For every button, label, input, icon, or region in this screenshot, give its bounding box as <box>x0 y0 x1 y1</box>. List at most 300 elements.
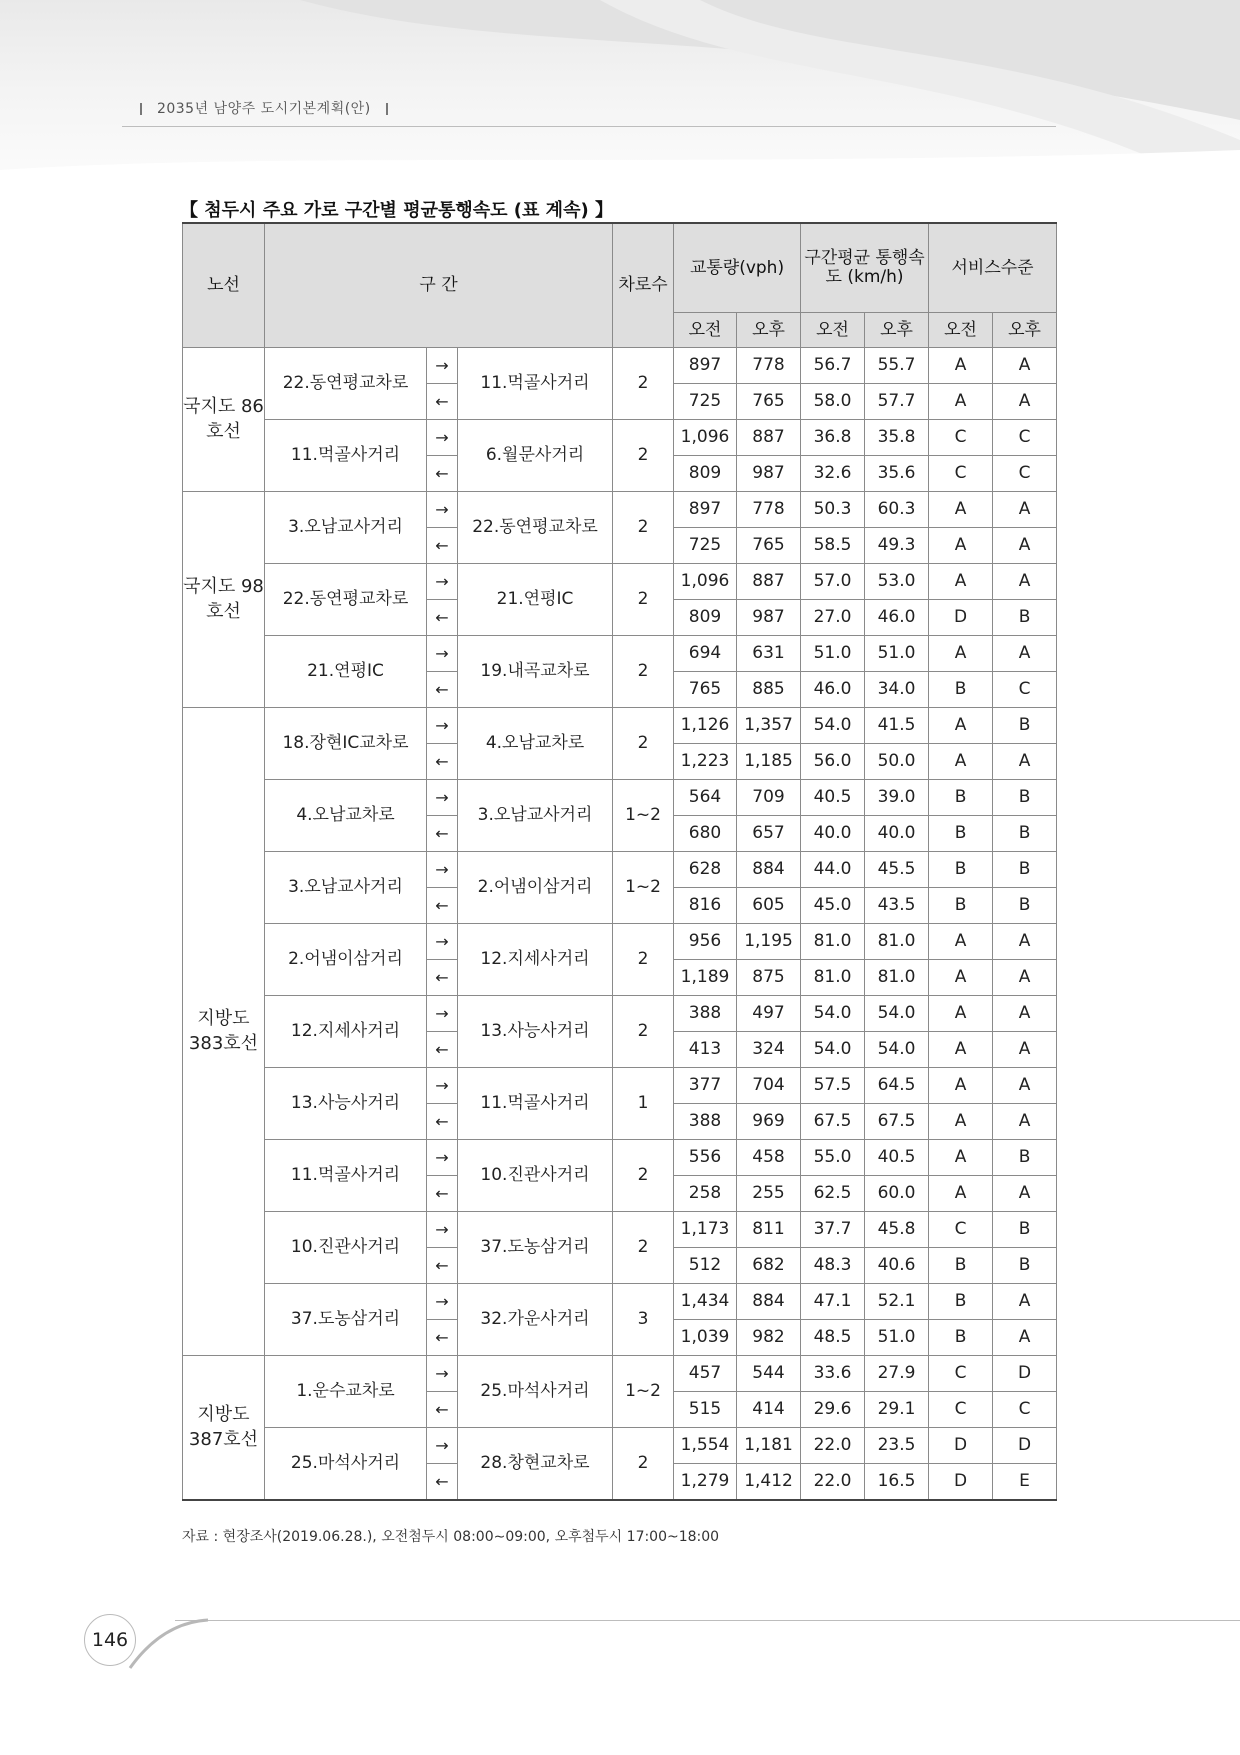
cell-los-pm: B <box>993 1212 1057 1248</box>
cell-speed-pm: 51.0 <box>865 636 929 672</box>
table-row <box>183 348 1057 384</box>
lane-count: 1~2 <box>613 1356 674 1428</box>
cell-volume-am: 1,096 <box>674 420 737 456</box>
cell-los-pm: B <box>993 852 1057 888</box>
cell-volume-pm: 765 <box>737 528 801 564</box>
arrow-right-icon: → <box>427 924 458 960</box>
section-to: 13.사능사거리 <box>458 996 613 1068</box>
cell-volume-pm: 884 <box>737 1284 801 1320</box>
cell-speed-am: 29.6 <box>801 1392 865 1428</box>
cell-speed-am: 22.0 <box>801 1464 865 1501</box>
section-to: 2.어냄이삼거리 <box>458 852 613 924</box>
cell-speed-am: 40.5 <box>801 780 865 816</box>
lane-count: 2 <box>613 1140 674 1212</box>
source-note: 자료 : 현장조사(2019.06.28.), 오전첨두시 08:00∼09:00, 오후첨두시 17:00~18:00 <box>182 1529 720 1545</box>
cell-speed-pm: 60.0 <box>865 1176 929 1212</box>
cell-volume-am: 956 <box>674 924 737 960</box>
route-name: 국지도 86호선 <box>183 348 265 492</box>
cell-speed-am: 22.0 <box>801 1428 865 1464</box>
header-volume: 교통량(vph) <box>674 223 801 313</box>
arrow-left-icon: ← <box>427 528 458 564</box>
arrow-right-icon: → <box>427 1068 458 1104</box>
section-to: 3.오남교사거리 <box>458 780 613 852</box>
cell-los-am: B <box>929 888 993 924</box>
section-from: 22.동연평교차로 <box>265 348 427 420</box>
cell-los-pm: A <box>993 744 1057 780</box>
cell-speed-pm: 50.0 <box>865 744 929 780</box>
cell-volume-am: 377 <box>674 1068 737 1104</box>
cell-volume-pm: 987 <box>737 600 801 636</box>
cell-speed-am: 27.0 <box>801 600 865 636</box>
cell-speed-am: 32.6 <box>801 456 865 492</box>
footer-rule <box>175 1620 1240 1621</box>
cell-los-pm: A <box>993 996 1057 1032</box>
cell-volume-am: 413 <box>674 1032 737 1068</box>
cell-los-pm: A <box>993 348 1057 384</box>
cell-speed-am: 50.3 <box>801 492 865 528</box>
cell-volume-am: 897 <box>674 348 737 384</box>
cell-los-pm: C <box>993 672 1057 708</box>
arrow-left-icon: ← <box>427 816 458 852</box>
cell-los-pm: B <box>993 1248 1057 1284</box>
cell-speed-am: 54.0 <box>801 996 865 1032</box>
cell-volume-am: 512 <box>674 1248 737 1284</box>
section-from: 3.오남교사거리 <box>265 852 427 924</box>
arrow-left-icon: ← <box>427 960 458 996</box>
cell-speed-pm: 35.6 <box>865 456 929 492</box>
lane-count: 2 <box>613 996 674 1068</box>
cell-speed-am: 67.5 <box>801 1104 865 1140</box>
table-row <box>183 636 1057 672</box>
cell-speed-am: 37.7 <box>801 1212 865 1248</box>
section-from: 37.도농삼거리 <box>265 1284 427 1356</box>
cell-volume-am: 628 <box>674 852 737 888</box>
cell-volume-pm: 1,195 <box>737 924 801 960</box>
section-from: 11.먹골사거리 <box>265 420 427 492</box>
arrow-right-icon: → <box>427 1212 458 1248</box>
section-to: 12.지세사거리 <box>458 924 613 996</box>
cell-los-pm: B <box>993 888 1057 924</box>
section-from: 22.동연평교차로 <box>265 564 427 636</box>
cell-volume-pm: 631 <box>737 636 801 672</box>
cell-los-pm: A <box>993 636 1057 672</box>
cell-volume-am: 1,039 <box>674 1320 737 1356</box>
cell-volume-am: 897 <box>674 492 737 528</box>
cell-speed-am: 36.8 <box>801 420 865 456</box>
cell-los-am: C <box>929 420 993 456</box>
cell-volume-pm: 765 <box>737 384 801 420</box>
cell-speed-pm: 27.9 <box>865 1356 929 1392</box>
cell-volume-am: 556 <box>674 1140 737 1176</box>
lane-count: 2 <box>613 420 674 492</box>
header-los: 서비스수준 <box>929 223 1057 313</box>
cell-speed-am: 58.0 <box>801 384 865 420</box>
lane-count: 3 <box>613 1284 674 1356</box>
lane-count: 1 <box>613 1068 674 1140</box>
arrow-left-icon: ← <box>427 456 458 492</box>
cell-volume-am: 1,189 <box>674 960 737 996</box>
cell-los-pm: A <box>993 492 1057 528</box>
cell-speed-am: 55.0 <box>801 1140 865 1176</box>
cell-speed-am: 57.0 <box>801 564 865 600</box>
arrow-right-icon: → <box>427 1428 458 1464</box>
arrow-right-icon: → <box>427 348 458 384</box>
cell-volume-am: 1,434 <box>674 1284 737 1320</box>
cell-speed-pm: 45.5 <box>865 852 929 888</box>
cell-volume-am: 809 <box>674 456 737 492</box>
table-row <box>183 780 1057 816</box>
cell-volume-pm: 887 <box>737 420 801 456</box>
cell-los-pm: A <box>993 1284 1057 1320</box>
section-to: 11.먹골사거리 <box>458 1068 613 1140</box>
cell-los-am: B <box>929 852 993 888</box>
cell-speed-pm: 40.5 <box>865 1140 929 1176</box>
cell-speed-pm: 23.5 <box>865 1428 929 1464</box>
cell-speed-am: 45.0 <box>801 888 865 924</box>
section-to: 11.먹골사거리 <box>458 348 613 420</box>
section-to: 10.진관사거리 <box>458 1140 613 1212</box>
cell-los-am: A <box>929 924 993 960</box>
cell-speed-am: 58.5 <box>801 528 865 564</box>
cell-speed-pm: 34.0 <box>865 672 929 708</box>
table-row <box>183 996 1057 1032</box>
cell-speed-pm: 45.8 <box>865 1212 929 1248</box>
cell-speed-am: 48.5 <box>801 1320 865 1356</box>
cell-los-pm: A <box>993 1068 1057 1104</box>
cell-los-am: C <box>929 1212 993 1248</box>
section-to: 25.마석사거리 <box>458 1356 613 1428</box>
cell-volume-pm: 1,357 <box>737 708 801 744</box>
cell-volume-pm: 458 <box>737 1140 801 1176</box>
cell-speed-am: 51.0 <box>801 636 865 672</box>
cell-los-am: D <box>929 1428 993 1464</box>
cell-volume-am: 1,173 <box>674 1212 737 1248</box>
arrow-left-icon: ← <box>427 1248 458 1284</box>
table-row <box>183 1140 1057 1176</box>
cell-los-pm: B <box>993 708 1057 744</box>
cell-speed-pm: 52.1 <box>865 1284 929 1320</box>
cell-speed-pm: 40.0 <box>865 816 929 852</box>
header-volume-pm: 오후 <box>737 313 801 348</box>
arrow-right-icon: → <box>427 996 458 1032</box>
lane-count: 2 <box>613 924 674 996</box>
cell-speed-am: 44.0 <box>801 852 865 888</box>
cell-los-am: B <box>929 672 993 708</box>
section-from: 18.장현IC교차로 <box>265 708 427 780</box>
section-from: 11.먹골사거리 <box>265 1140 427 1212</box>
cell-speed-pm: 54.0 <box>865 1032 929 1068</box>
section-to: 6.월문사거리 <box>458 420 613 492</box>
arrow-right-icon: → <box>427 492 458 528</box>
cell-volume-pm: 884 <box>737 852 801 888</box>
cell-los-am: C <box>929 1356 993 1392</box>
cell-volume-am: 765 <box>674 672 737 708</box>
page-number: 146 <box>84 1614 136 1666</box>
header-bar-left <box>140 103 142 115</box>
section-from: 10.진관사거리 <box>265 1212 427 1284</box>
section-from: 25.마석사거리 <box>265 1428 427 1501</box>
section-to: 37.도농삼거리 <box>458 1212 613 1284</box>
cell-los-am: A <box>929 996 993 1032</box>
arrow-left-icon: ← <box>427 1392 458 1428</box>
table-row <box>183 1212 1057 1248</box>
cell-volume-am: 809 <box>674 600 737 636</box>
cell-volume-pm: 1,185 <box>737 744 801 780</box>
cell-speed-am: 48.3 <box>801 1248 865 1284</box>
cell-volume-pm: 657 <box>737 816 801 852</box>
header-volume-am: 오전 <box>674 313 737 348</box>
cell-speed-am: 62.5 <box>801 1176 865 1212</box>
cell-los-am: A <box>929 708 993 744</box>
cell-speed-pm: 64.5 <box>865 1068 929 1104</box>
cell-volume-am: 725 <box>674 528 737 564</box>
lane-count: 1~2 <box>613 780 674 852</box>
header-speed: 구간평균 통행속도 (km/h) <box>801 223 929 313</box>
cell-speed-am: 57.5 <box>801 1068 865 1104</box>
header-los-pm: 오후 <box>993 313 1057 348</box>
cell-speed-pm: 29.1 <box>865 1392 929 1428</box>
cell-speed-pm: 40.6 <box>865 1248 929 1284</box>
table-body <box>183 348 1057 1501</box>
cell-los-am: A <box>929 1068 993 1104</box>
cell-volume-am: 258 <box>674 1176 737 1212</box>
lane-count: 2 <box>613 708 674 780</box>
cell-los-pm: A <box>993 1032 1057 1068</box>
lane-count: 2 <box>613 492 674 564</box>
header-speed-am: 오전 <box>801 313 865 348</box>
table-title: 【 첨두시 주요 가로 구간별 평균통행속도 (표 계속) 】 <box>180 200 613 221</box>
table-row <box>183 420 1057 456</box>
arrow-left-icon: ← <box>427 744 458 780</box>
route-name: 국지도 98호선 <box>183 492 265 708</box>
section-from: 13.사능사거리 <box>265 1068 427 1140</box>
cell-speed-pm: 57.7 <box>865 384 929 420</box>
cell-speed-pm: 39.0 <box>865 780 929 816</box>
table-row <box>183 924 1057 960</box>
cell-los-pm: A <box>993 528 1057 564</box>
cell-volume-pm: 969 <box>737 1104 801 1140</box>
cell-speed-am: 33.6 <box>801 1356 865 1392</box>
cell-volume-am: 388 <box>674 996 737 1032</box>
cell-volume-pm: 1,412 <box>737 1464 801 1501</box>
arrow-left-icon: ← <box>427 1320 458 1356</box>
cell-speed-pm: 49.3 <box>865 528 929 564</box>
cell-volume-am: 388 <box>674 1104 737 1140</box>
section-to: 19.내곡교차로 <box>458 636 613 708</box>
cell-los-am: A <box>929 1104 993 1140</box>
arrow-left-icon: ← <box>427 384 458 420</box>
cell-los-pm: B <box>993 1140 1057 1176</box>
arrow-right-icon: → <box>427 564 458 600</box>
section-from: 3.오남교사거리 <box>265 492 427 564</box>
section-to: 28.창현교차로 <box>458 1428 613 1501</box>
cell-los-pm: A <box>993 924 1057 960</box>
cell-los-pm: A <box>993 1320 1057 1356</box>
cell-speed-am: 81.0 <box>801 960 865 996</box>
header-los-am: 오전 <box>929 313 993 348</box>
cell-volume-am: 725 <box>674 384 737 420</box>
cell-los-pm: A <box>993 1176 1057 1212</box>
cell-speed-pm: 54.0 <box>865 996 929 1032</box>
route-name: 지방도 387호선 <box>183 1356 265 1501</box>
cell-speed-am: 54.0 <box>801 708 865 744</box>
arrow-right-icon: → <box>427 852 458 888</box>
lane-count: 2 <box>613 1428 674 1501</box>
section-from: 2.어냄이삼거리 <box>265 924 427 996</box>
cell-volume-am: 1,096 <box>674 564 737 600</box>
cell-los-am: A <box>929 348 993 384</box>
cell-volume-pm: 987 <box>737 456 801 492</box>
cell-volume-am: 457 <box>674 1356 737 1392</box>
table-row <box>183 1284 1057 1320</box>
table-row <box>183 492 1057 528</box>
cell-volume-am: 515 <box>674 1392 737 1428</box>
cell-volume-pm: 605 <box>737 888 801 924</box>
cell-volume-pm: 811 <box>737 1212 801 1248</box>
section-to: 32.가운사거리 <box>458 1284 613 1356</box>
table-row <box>183 1068 1057 1104</box>
section-to: 22.동연평교차로 <box>458 492 613 564</box>
cell-speed-pm: 51.0 <box>865 1320 929 1356</box>
lane-count: 2 <box>613 636 674 708</box>
cell-volume-pm: 544 <box>737 1356 801 1392</box>
cell-los-am: A <box>929 1176 993 1212</box>
arrow-right-icon: → <box>427 636 458 672</box>
cell-los-pm: B <box>993 780 1057 816</box>
table-row <box>183 1428 1057 1464</box>
cell-volume-pm: 704 <box>737 1068 801 1104</box>
cell-speed-am: 56.0 <box>801 744 865 780</box>
lane-count: 2 <box>613 564 674 636</box>
cell-speed-pm: 81.0 <box>865 960 929 996</box>
cell-los-am: A <box>929 1140 993 1176</box>
cell-volume-pm: 324 <box>737 1032 801 1068</box>
header-route: 노선 <box>183 223 265 348</box>
arrow-right-icon: → <box>427 1356 458 1392</box>
cell-los-am: D <box>929 1464 993 1501</box>
cell-volume-pm: 414 <box>737 1392 801 1428</box>
cell-speed-am: 47.1 <box>801 1284 865 1320</box>
cell-los-am: C <box>929 456 993 492</box>
cell-volume-pm: 982 <box>737 1320 801 1356</box>
arrow-left-icon: ← <box>427 1032 458 1068</box>
cell-los-am: B <box>929 1320 993 1356</box>
arrow-right-icon: → <box>427 420 458 456</box>
cell-speed-pm: 43.5 <box>865 888 929 924</box>
cell-speed-pm: 55.7 <box>865 348 929 384</box>
cell-los-am: A <box>929 528 993 564</box>
header-section: 구 간 <box>265 223 613 348</box>
running-header <box>130 98 398 118</box>
cell-volume-pm: 885 <box>737 672 801 708</box>
table-row <box>183 852 1057 888</box>
arrow-left-icon: ← <box>427 1176 458 1212</box>
cell-speed-pm: 41.5 <box>865 708 929 744</box>
cell-speed-am: 81.0 <box>801 924 865 960</box>
header-rule <box>122 126 1056 127</box>
route-name: 지방도 383호선 <box>183 708 265 1356</box>
cell-los-pm: B <box>993 600 1057 636</box>
cell-los-am: A <box>929 384 993 420</box>
cell-volume-pm: 875 <box>737 960 801 996</box>
cell-speed-pm: 60.3 <box>865 492 929 528</box>
cell-volume-am: 816 <box>674 888 737 924</box>
cell-los-pm: D <box>993 1428 1057 1464</box>
cell-speed-pm: 35.8 <box>865 420 929 456</box>
arrow-left-icon: ← <box>427 888 458 924</box>
arrow-right-icon: → <box>427 780 458 816</box>
cell-speed-am: 54.0 <box>801 1032 865 1068</box>
header-speed-pm: 오후 <box>865 313 929 348</box>
cell-los-pm: B <box>993 816 1057 852</box>
document-title: 2035년 남양주 도시기본계획(안) <box>156 101 371 117</box>
speed-table <box>182 222 1057 1501</box>
cell-volume-pm: 778 <box>737 348 801 384</box>
cell-volume-pm: 682 <box>737 1248 801 1284</box>
section-to: 21.연평IC <box>458 564 613 636</box>
cell-los-pm: C <box>993 420 1057 456</box>
cell-speed-pm: 81.0 <box>865 924 929 960</box>
section-from: 12.지세사거리 <box>265 996 427 1068</box>
header-bar-right <box>386 103 388 115</box>
cell-speed-pm: 67.5 <box>865 1104 929 1140</box>
arrow-left-icon: ← <box>427 1104 458 1140</box>
cell-volume-pm: 887 <box>737 564 801 600</box>
header-lanes: 차로수 <box>613 223 674 348</box>
cell-los-pm: D <box>993 1356 1057 1392</box>
cell-volume-am: 680 <box>674 816 737 852</box>
cell-los-am: A <box>929 636 993 672</box>
cell-volume-am: 1,126 <box>674 708 737 744</box>
cell-los-pm: A <box>993 1104 1057 1140</box>
cell-volume-am: 1,554 <box>674 1428 737 1464</box>
cell-los-pm: A <box>993 564 1057 600</box>
cell-volume-am: 564 <box>674 780 737 816</box>
cell-volume-pm: 1,181 <box>737 1428 801 1464</box>
cell-speed-pm: 16.5 <box>865 1464 929 1501</box>
cell-los-am: D <box>929 600 993 636</box>
section-from: 4.오남교차로 <box>265 780 427 852</box>
cell-los-am: B <box>929 816 993 852</box>
cell-speed-pm: 46.0 <box>865 600 929 636</box>
section-from: 1.운수교차로 <box>265 1356 427 1428</box>
cell-speed-am: 46.0 <box>801 672 865 708</box>
cell-los-am: A <box>929 744 993 780</box>
cell-los-am: C <box>929 1392 993 1428</box>
cell-los-pm: C <box>993 456 1057 492</box>
cell-los-am: A <box>929 1032 993 1068</box>
cell-los-pm: A <box>993 960 1057 996</box>
arrow-right-icon: → <box>427 1140 458 1176</box>
arrow-left-icon: ← <box>427 600 458 636</box>
arrow-right-icon: → <box>427 708 458 744</box>
cell-los-am: B <box>929 1248 993 1284</box>
cell-los-pm: E <box>993 1464 1057 1501</box>
section-to: 4.오남교차로 <box>458 708 613 780</box>
table-row <box>183 1356 1057 1392</box>
cell-los-am: B <box>929 780 993 816</box>
arrow-left-icon: ← <box>427 1464 458 1501</box>
cell-los-am: A <box>929 564 993 600</box>
section-from: 21.연평IC <box>265 636 427 708</box>
cell-speed-am: 40.0 <box>801 816 865 852</box>
cell-los-pm: C <box>993 1392 1057 1428</box>
cell-los-am: A <box>929 960 993 996</box>
lane-count: 2 <box>613 1212 674 1284</box>
cell-volume-am: 694 <box>674 636 737 672</box>
table-row <box>183 564 1057 600</box>
arrow-left-icon: ← <box>427 672 458 708</box>
